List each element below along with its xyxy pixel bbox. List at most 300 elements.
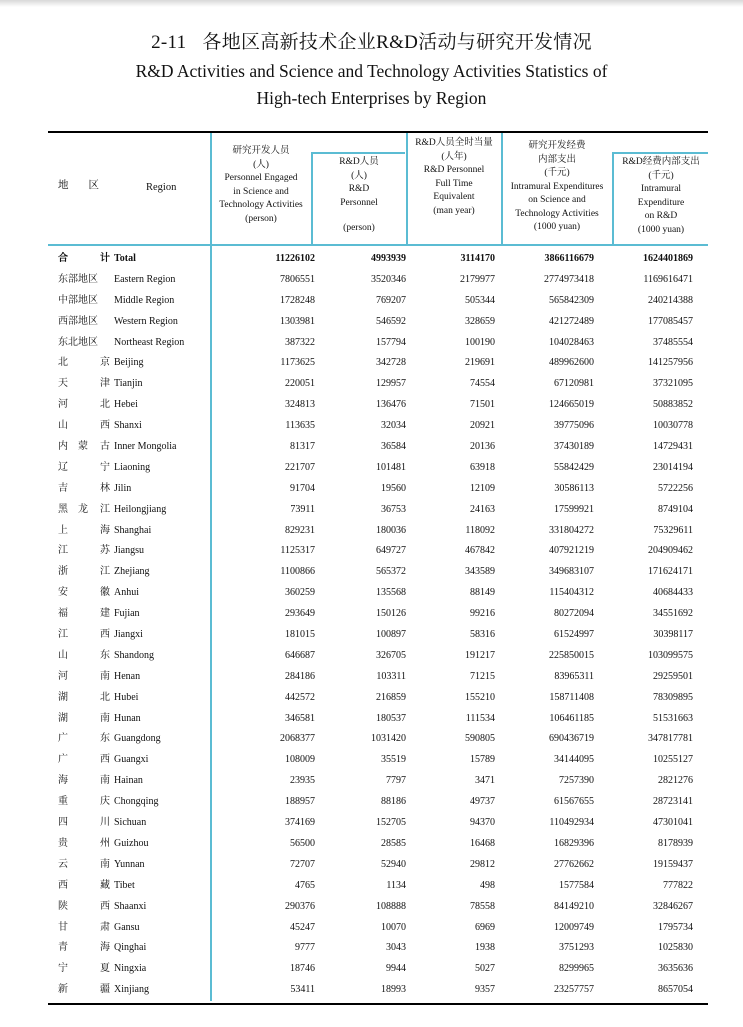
region-name-cn-char: 四 bbox=[58, 817, 68, 829]
region-name-cn-char: 黑 bbox=[58, 503, 68, 515]
value-rd-fte: 99216 bbox=[470, 608, 495, 620]
header-line: R&D人员 bbox=[339, 157, 379, 167]
value-rd-expenditure: 14729431 bbox=[653, 441, 693, 453]
table-row bbox=[48, 625, 708, 646]
value-rd-expenditure: 23014194 bbox=[653, 461, 693, 473]
value-rd-personnel: 18993 bbox=[381, 984, 406, 996]
table-row bbox=[48, 855, 708, 876]
value-st-personnel: 374169 bbox=[285, 817, 315, 829]
value-rd-personnel: 180537 bbox=[376, 712, 406, 724]
header-line: (千元) bbox=[544, 168, 570, 178]
value-st-personnel: 829231 bbox=[285, 524, 315, 536]
region-name-en: Jiangxi bbox=[114, 629, 143, 641]
header-line: (1000 yuan) bbox=[533, 222, 581, 232]
value-st-personnel: 646687 bbox=[285, 649, 315, 661]
header-line: (人年) bbox=[441, 151, 467, 162]
header-line: (人) bbox=[253, 159, 269, 170]
header-line: (person) bbox=[343, 223, 375, 233]
value-rd-fte: 49737 bbox=[470, 796, 495, 808]
value-rd-fte: 78558 bbox=[470, 900, 495, 912]
table-row bbox=[48, 312, 708, 333]
value-st-expenditure: 565842309 bbox=[549, 294, 594, 306]
region-name-cn-char: 西 bbox=[58, 879, 68, 891]
value-rd-fte: 2179977 bbox=[460, 273, 495, 285]
region-name-en: Shanxi bbox=[114, 420, 142, 432]
value-st-expenditure: 84149210 bbox=[554, 900, 594, 912]
value-st-expenditure: 407921219 bbox=[549, 545, 594, 557]
value-rd-fte: 3471 bbox=[475, 775, 495, 787]
region-name-cn-char: 宁 bbox=[58, 963, 68, 975]
value-rd-personnel: 180036 bbox=[376, 524, 406, 536]
table-header bbox=[48, 133, 708, 246]
value-rd-expenditure: 40684433 bbox=[653, 587, 693, 599]
table-row bbox=[48, 353, 708, 374]
value-st-personnel: 2068377 bbox=[280, 733, 315, 745]
region-name-cn-char: 州 bbox=[100, 837, 110, 849]
value-rd-fte: 219691 bbox=[465, 357, 495, 369]
value-rd-expenditure: 75329611 bbox=[653, 524, 693, 536]
value-st-expenditure: 690436719 bbox=[549, 733, 594, 745]
value-rd-expenditure: 37321095 bbox=[653, 378, 693, 390]
table-row bbox=[48, 333, 708, 354]
value-rd-personnel: 4993939 bbox=[371, 253, 406, 264]
header-line: in Science and bbox=[233, 186, 289, 197]
region-name-en: Xinjiang bbox=[114, 984, 149, 996]
header-line: R&D Personnel bbox=[423, 165, 485, 175]
region-name-cn-char: 海 bbox=[100, 524, 110, 536]
value-st-personnel: 221707 bbox=[285, 461, 315, 473]
value-st-expenditure: 23257757 bbox=[554, 984, 594, 996]
region-name-cn-char: 江 bbox=[58, 545, 68, 557]
region-name-cn-char: 林 bbox=[100, 482, 110, 494]
value-rd-fte: 20921 bbox=[470, 420, 495, 432]
table-row bbox=[48, 897, 708, 918]
header-line: (千元) bbox=[648, 170, 674, 181]
table-bottom-rule bbox=[48, 1003, 708, 1005]
value-st-personnel: 23935 bbox=[290, 775, 315, 787]
header-line: 研究开发人员 bbox=[232, 146, 290, 156]
page-top-shadow bbox=[0, 0, 743, 7]
region-name-cn-char: 福 bbox=[58, 608, 68, 620]
value-rd-fte: 88149 bbox=[470, 587, 495, 599]
region-name-en: Hunan bbox=[114, 712, 141, 724]
table-row bbox=[48, 479, 708, 500]
value-rd-personnel: 135568 bbox=[376, 587, 406, 599]
value-rd-fte: 5027 bbox=[475, 963, 495, 975]
region-name-en: Gansu bbox=[114, 921, 140, 933]
table-row bbox=[48, 834, 708, 855]
value-rd-expenditure: 19159437 bbox=[653, 858, 693, 870]
region-name-cn-char: 苏 bbox=[100, 545, 110, 557]
value-st-personnel: 220051 bbox=[285, 378, 315, 390]
header-line: Personnel Engaged bbox=[224, 173, 298, 183]
region-name-cn-char: 江 bbox=[58, 629, 68, 641]
region-name-cn-char: 贵 bbox=[58, 837, 68, 849]
value-rd-expenditure: 51531663 bbox=[653, 712, 693, 724]
region-name-en: Zhejiang bbox=[114, 566, 150, 578]
value-st-expenditure: 1577584 bbox=[559, 879, 594, 891]
value-st-expenditure: 7257390 bbox=[559, 775, 594, 787]
value-st-expenditure: 55842429 bbox=[554, 461, 594, 473]
region-name-cn-char: 夏 bbox=[100, 963, 110, 975]
region-name-cn-char: 北 bbox=[58, 357, 68, 369]
value-st-expenditure: 115404312 bbox=[549, 587, 594, 599]
value-rd-fte: 118092 bbox=[465, 524, 495, 536]
region-name-en: Shandong bbox=[114, 649, 154, 661]
region-name-cn-char: 肃 bbox=[100, 921, 110, 933]
value-rd-personnel: 88186 bbox=[381, 796, 406, 808]
region-name-cn-char: 南 bbox=[100, 670, 110, 682]
region-name-cn-char: 河 bbox=[58, 399, 68, 411]
value-rd-fte: 100190 bbox=[465, 336, 495, 348]
header-line: (1000 yuan) bbox=[637, 224, 685, 235]
header-line: R&D bbox=[348, 184, 370, 194]
region-name-en: Inner Mongolia bbox=[114, 441, 177, 453]
region-name-en: Yunnan bbox=[114, 858, 145, 870]
value-rd-personnel: 565372 bbox=[376, 566, 406, 578]
value-rd-fte: 3114170 bbox=[460, 253, 495, 264]
table-row bbox=[48, 291, 708, 312]
region-name-en: Guangdong bbox=[114, 733, 161, 745]
title-block bbox=[0, 28, 743, 112]
value-rd-expenditure: 1169616471 bbox=[643, 273, 693, 285]
table-row bbox=[48, 771, 708, 792]
header-col-rd-expenditure bbox=[612, 152, 708, 244]
region-name-cn-char: 西 bbox=[100, 420, 110, 432]
region-name-cn-char: 京 bbox=[100, 357, 110, 369]
value-st-expenditure: 3866116679 bbox=[544, 253, 594, 264]
value-rd-fte: 505344 bbox=[465, 294, 495, 306]
value-st-personnel: 91704 bbox=[290, 482, 315, 494]
header-line: R&D人员全时当量 bbox=[415, 138, 493, 148]
table-row bbox=[48, 792, 708, 813]
region-name-en: Northeast Region bbox=[114, 336, 185, 348]
value-st-personnel: 442572 bbox=[285, 691, 315, 703]
region-name-en: Shaanxi bbox=[114, 900, 147, 912]
value-rd-expenditure: 177085457 bbox=[648, 315, 693, 327]
region-name-en: Heilongjiang bbox=[114, 503, 167, 515]
value-rd-personnel: 10070 bbox=[381, 921, 406, 933]
value-rd-fte: 6969 bbox=[475, 921, 495, 933]
value-rd-expenditure: 29259501 bbox=[653, 670, 693, 682]
value-st-personnel: 72707 bbox=[290, 858, 315, 870]
value-rd-fte: 1938 bbox=[475, 942, 495, 954]
region-name-cn-char: 南 bbox=[100, 712, 110, 724]
header-line: (人) bbox=[351, 170, 367, 181]
value-rd-expenditure: 78309895 bbox=[653, 691, 693, 703]
region-name-en: Jilin bbox=[114, 482, 132, 494]
header-region-en: Region bbox=[146, 182, 177, 193]
value-st-personnel: 387322 bbox=[285, 336, 315, 348]
value-rd-personnel: 326705 bbox=[376, 649, 406, 661]
region-name-en: Sichuan bbox=[114, 817, 147, 829]
value-st-personnel: 1303981 bbox=[280, 315, 315, 327]
region-name-cn-char: 天 bbox=[58, 378, 68, 390]
region-name-cn bbox=[58, 270, 118, 291]
value-rd-personnel: 52940 bbox=[381, 858, 406, 870]
value-st-personnel: 11226102 bbox=[275, 253, 315, 264]
value-st-personnel: 1728248 bbox=[280, 294, 315, 306]
region-name-cn-char: 庆 bbox=[100, 796, 110, 808]
value-rd-personnel: 36753 bbox=[381, 503, 406, 515]
header-line: Intramural bbox=[640, 184, 682, 194]
region-name-cn-text: 东北地区 bbox=[58, 336, 98, 348]
table-row bbox=[48, 521, 708, 542]
value-st-expenditure: 83965311 bbox=[554, 670, 594, 682]
region-name-cn-char: 西 bbox=[100, 629, 110, 641]
value-rd-fte: 94370 bbox=[470, 817, 495, 829]
region-name-cn-char: 北 bbox=[100, 691, 110, 703]
region-name-cn-char: 徽 bbox=[100, 587, 110, 599]
region-name-cn-char: 北 bbox=[100, 399, 110, 411]
region-name-en: Guangxi bbox=[114, 754, 149, 766]
value-rd-expenditure: 50883852 bbox=[653, 399, 693, 411]
value-rd-expenditure: 3635636 bbox=[658, 963, 693, 975]
value-rd-personnel: 7797 bbox=[386, 775, 406, 787]
value-rd-expenditure: 47301041 bbox=[653, 817, 693, 829]
header-col-rd-personnel bbox=[311, 152, 405, 244]
region-name-cn-char: 新 bbox=[58, 984, 68, 996]
value-rd-fte: 24163 bbox=[470, 503, 495, 515]
value-st-personnel: 324813 bbox=[285, 399, 315, 411]
region-name-cn-char: 宁 bbox=[100, 461, 110, 473]
value-st-personnel: 1100866 bbox=[280, 566, 315, 578]
region-name-en: Guizhou bbox=[114, 837, 149, 849]
value-rd-personnel: 32034 bbox=[381, 420, 406, 432]
value-st-expenditure: 17599921 bbox=[554, 503, 594, 515]
value-rd-expenditure: 8178939 bbox=[658, 837, 693, 849]
region-name-cn-char: 东 bbox=[100, 733, 110, 745]
value-rd-fte: 63918 bbox=[470, 461, 495, 473]
table-row bbox=[48, 416, 708, 437]
value-rd-fte: 20136 bbox=[470, 441, 495, 453]
table-row bbox=[48, 270, 708, 291]
value-st-personnel: 113635 bbox=[285, 420, 315, 432]
value-rd-personnel: 28585 bbox=[381, 837, 406, 849]
region-name-cn-char: 川 bbox=[100, 817, 110, 829]
region-name-en: Qinghai bbox=[114, 942, 147, 954]
region-name-cn-char: 藏 bbox=[100, 879, 110, 891]
table-row bbox=[48, 458, 708, 479]
value-st-personnel: 73911 bbox=[290, 503, 315, 515]
value-rd-personnel: 129957 bbox=[376, 378, 406, 390]
value-st-expenditure: 421272489 bbox=[549, 315, 594, 327]
value-st-expenditure: 110492934 bbox=[549, 817, 594, 829]
value-rd-expenditure: 5722256 bbox=[658, 482, 693, 494]
value-st-personnel: 181015 bbox=[285, 629, 315, 641]
value-st-expenditure: 489962600 bbox=[549, 357, 594, 369]
region-name-cn-char: 龙 bbox=[78, 503, 88, 515]
value-rd-expenditure: 240214388 bbox=[648, 294, 693, 306]
value-st-expenditure: 349683107 bbox=[549, 566, 594, 578]
value-rd-personnel: 1031420 bbox=[371, 733, 406, 745]
header-line: R&D经费内部支出 bbox=[622, 157, 700, 167]
value-st-expenditure: 104028463 bbox=[549, 336, 594, 348]
value-rd-expenditure: 8749104 bbox=[658, 503, 693, 515]
table-row bbox=[48, 604, 708, 625]
value-st-expenditure: 225850015 bbox=[549, 649, 594, 661]
region-name-cn-char: 湖 bbox=[58, 691, 68, 703]
region-name-en: Beijing bbox=[114, 357, 144, 369]
region-name-cn-text: 东部地区 bbox=[58, 273, 98, 285]
value-st-personnel: 360259 bbox=[285, 587, 315, 599]
value-rd-personnel: 649727 bbox=[376, 545, 406, 557]
region-name-en: Fujian bbox=[114, 608, 140, 620]
region-name-cn-char: 疆 bbox=[100, 984, 110, 996]
value-rd-fte: 328659 bbox=[465, 315, 495, 327]
value-rd-expenditure: 347817781 bbox=[648, 733, 693, 745]
value-rd-personnel: 9944 bbox=[386, 963, 406, 975]
value-st-expenditure: 80272094 bbox=[554, 608, 594, 620]
value-st-expenditure: 12009749 bbox=[554, 921, 594, 933]
value-st-personnel: 81317 bbox=[290, 441, 315, 453]
header-line bbox=[313, 210, 405, 222]
region-name-cn-char: 陕 bbox=[58, 900, 68, 912]
region-name-en: Chongqing bbox=[114, 796, 159, 808]
value-st-expenditure: 106461185 bbox=[549, 712, 594, 724]
table-row bbox=[48, 729, 708, 750]
value-st-personnel: 293649 bbox=[285, 608, 315, 620]
header-col-rd-fte bbox=[406, 133, 500, 244]
header-line: on R&D bbox=[644, 211, 678, 221]
value-rd-expenditure: 777822 bbox=[663, 879, 693, 891]
header-col-st-expenditure bbox=[501, 133, 611, 244]
region-name-cn-char: 内 bbox=[58, 441, 68, 453]
value-rd-personnel: 19560 bbox=[381, 482, 406, 494]
value-rd-fte: 343589 bbox=[465, 566, 495, 578]
region-name-cn-char: 合 bbox=[58, 253, 68, 264]
value-st-expenditure: 67120981 bbox=[554, 378, 594, 390]
table-row bbox=[48, 667, 708, 688]
table-row bbox=[48, 750, 708, 771]
value-st-expenditure: 158711408 bbox=[549, 691, 594, 703]
value-rd-fte: 467842 bbox=[465, 545, 495, 557]
value-rd-personnel: 1134 bbox=[386, 879, 406, 891]
table-row bbox=[48, 395, 708, 416]
value-st-personnel: 284186 bbox=[285, 670, 315, 682]
region-name-cn-char: 古 bbox=[100, 441, 110, 453]
value-rd-expenditure: 30398117 bbox=[653, 629, 693, 641]
table-title-en-line1: R&D Activities and Science and Technology Activities Statistics of bbox=[135, 61, 608, 81]
value-st-personnel: 9777 bbox=[295, 942, 315, 954]
region-name-cn-text: 西部地区 bbox=[58, 315, 98, 327]
region-name-cn-char: 山 bbox=[58, 649, 68, 661]
region-name-cn-char: 计 bbox=[100, 253, 110, 264]
table-row bbox=[48, 249, 708, 270]
value-st-personnel: 18746 bbox=[290, 963, 315, 975]
header-line: (man year) bbox=[433, 205, 475, 216]
header-line: on Science and bbox=[528, 195, 586, 205]
header-line: Intramural Expenditures bbox=[510, 181, 604, 192]
value-st-personnel: 7806551 bbox=[280, 273, 315, 285]
region-name-en: Hainan bbox=[114, 775, 143, 787]
value-st-personnel: 108009 bbox=[285, 754, 315, 766]
table-row bbox=[48, 688, 708, 709]
region-name-cn-char: 建 bbox=[100, 608, 110, 620]
table-row bbox=[48, 918, 708, 939]
table-row bbox=[48, 541, 708, 562]
value-rd-personnel: 35519 bbox=[381, 754, 406, 766]
region-name-cn-text: 中部地区 bbox=[58, 294, 98, 306]
header-region-cn: 地区 bbox=[58, 180, 119, 191]
region-name-cn-char: 西 bbox=[100, 754, 110, 766]
value-rd-personnel: 3520346 bbox=[371, 273, 406, 285]
table-row bbox=[48, 980, 708, 1001]
region-name-cn-char: 海 bbox=[100, 942, 110, 954]
table-row bbox=[48, 500, 708, 521]
region-name-cn-char: 津 bbox=[100, 378, 110, 390]
region-name-cn-char: 甘 bbox=[58, 921, 68, 933]
table-row bbox=[48, 562, 708, 583]
value-rd-expenditure: 37485554 bbox=[653, 336, 693, 348]
value-rd-personnel: 108888 bbox=[376, 900, 406, 912]
table-body bbox=[48, 246, 708, 1001]
region-name-cn bbox=[58, 333, 118, 354]
region-name-cn-char: 广 bbox=[58, 754, 68, 766]
region-name-en: Eastern Region bbox=[114, 273, 176, 285]
value-st-expenditure: 34144095 bbox=[554, 754, 594, 766]
value-st-expenditure: 124665019 bbox=[549, 399, 594, 411]
value-rd-expenditure: 1795734 bbox=[658, 921, 693, 933]
value-rd-personnel: 136476 bbox=[376, 399, 406, 411]
region-name-cn-char: 山 bbox=[58, 420, 68, 432]
value-rd-expenditure: 171624171 bbox=[648, 566, 693, 578]
region-name-cn-char: 蒙 bbox=[78, 441, 88, 453]
value-rd-personnel: 100897 bbox=[376, 629, 406, 641]
value-rd-expenditure: 10030778 bbox=[653, 420, 693, 432]
value-st-personnel: 53411 bbox=[290, 984, 315, 996]
value-st-expenditure: 30586113 bbox=[554, 482, 594, 494]
table-row bbox=[48, 583, 708, 604]
value-st-expenditure: 16829396 bbox=[554, 837, 594, 849]
header-line: Expenditure bbox=[637, 197, 685, 208]
region-name-en: Shanghai bbox=[114, 524, 152, 536]
table-row bbox=[48, 959, 708, 980]
region-name-cn-char: 辽 bbox=[58, 461, 68, 473]
value-rd-expenditure: 1025830 bbox=[658, 942, 693, 954]
value-st-expenditure: 331804272 bbox=[549, 524, 594, 536]
value-rd-personnel: 546592 bbox=[376, 315, 406, 327]
value-rd-expenditure: 204909462 bbox=[648, 545, 693, 557]
value-st-expenditure: 2774973418 bbox=[544, 273, 594, 285]
value-rd-personnel: 769207 bbox=[376, 294, 406, 306]
header-line: Equivalent bbox=[433, 192, 475, 202]
value-rd-expenditure: 10255127 bbox=[653, 754, 693, 766]
table-row bbox=[48, 938, 708, 959]
value-rd-fte: 590805 bbox=[465, 733, 495, 745]
table-row bbox=[48, 813, 708, 834]
value-rd-personnel: 342728 bbox=[376, 357, 406, 369]
value-rd-expenditure: 8657054 bbox=[658, 984, 693, 996]
value-rd-fte: 498 bbox=[480, 879, 495, 891]
value-rd-fte: 29812 bbox=[470, 858, 495, 870]
region-name-cn bbox=[58, 291, 118, 312]
region-name-en: Henan bbox=[114, 670, 141, 682]
value-rd-personnel: 101481 bbox=[376, 461, 406, 473]
value-rd-fte: 9357 bbox=[475, 984, 495, 996]
region-name-cn bbox=[58, 312, 118, 333]
value-st-personnel: 1173625 bbox=[280, 357, 315, 369]
table-row bbox=[48, 374, 708, 395]
header-line: Personnel bbox=[340, 197, 378, 208]
region-name-en: Middle Region bbox=[114, 294, 175, 306]
region-name-en: Tibet bbox=[114, 879, 135, 891]
value-rd-expenditure: 32846267 bbox=[653, 900, 693, 912]
value-rd-expenditure: 103099575 bbox=[648, 649, 693, 661]
value-rd-personnel: 150126 bbox=[376, 608, 406, 620]
region-name-cn-char: 广 bbox=[58, 733, 68, 745]
region-name-cn-char: 河 bbox=[58, 670, 68, 682]
